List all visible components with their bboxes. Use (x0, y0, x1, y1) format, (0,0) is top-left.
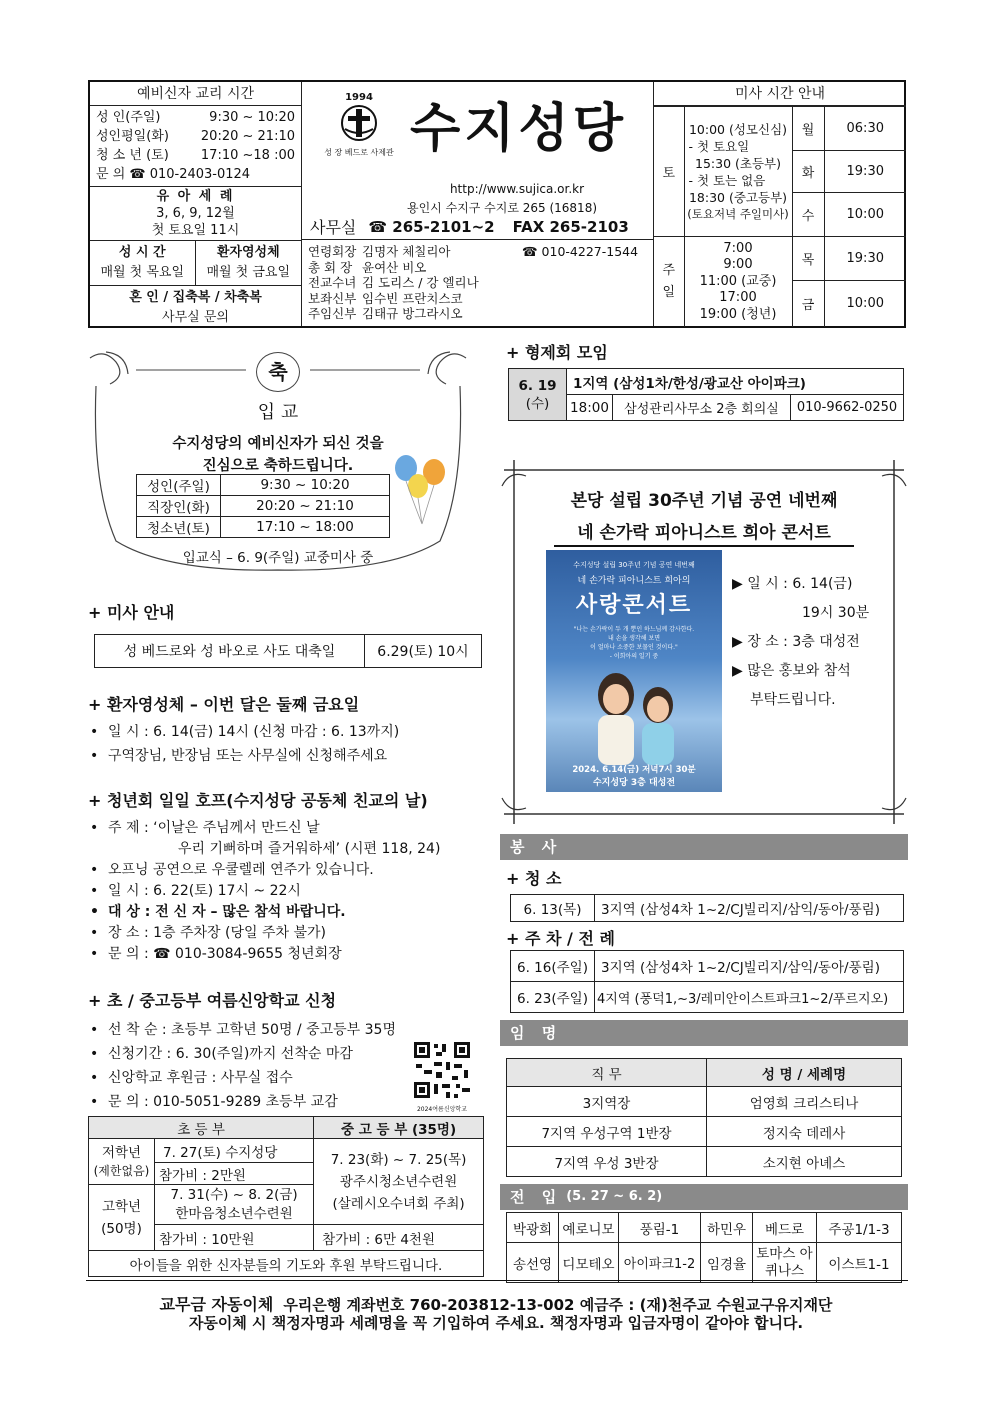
appointment-bar: 임 명 (500, 1020, 908, 1046)
list-item: • 구역장님, 반장님 또는 사무실에 신청해주세요 (86, 746, 399, 767)
catechism-title: 예비신자 교리 시간 (90, 82, 301, 106)
transfer-period: (5. 27 ~ 6. 2) (566, 1189, 663, 1204)
mass-times (654, 82, 906, 326)
upper-grade-label: 고학년 (101, 1198, 142, 1215)
feast-when: 6.29(토) 10시 (365, 635, 482, 668)
duty-header: 직 무 (507, 1059, 707, 1087)
concert-card (500, 456, 908, 828)
triangle-icon: ▶ (732, 634, 748, 650)
weekday-time: 10:00 (824, 193, 906, 237)
concert-info (732, 570, 869, 715)
transfer-name: 임경율 (701, 1243, 753, 1283)
catechism-label: 성인평일(화) (96, 129, 169, 144)
sun-time: 17:00 (719, 290, 757, 305)
sat-time: - 첫 토요일 (688, 138, 750, 154)
transfer-saint: 디모테오 (559, 1243, 619, 1283)
transfer-bar (500, 1184, 908, 1210)
catechism-label: 성 인(주일) (96, 110, 161, 125)
class-time: 9:30 ~ 10:20 (221, 475, 390, 496)
lower-grade-cell (89, 1139, 155, 1185)
transfer-saint: 예로니모 (559, 1213, 619, 1243)
upper-grade-when (155, 1185, 314, 1225)
duty-cell: 7지역 우성 3반장 (507, 1147, 707, 1177)
welcome-message-2: 진심으로 축하드립니다. (202, 458, 354, 474)
qr-code-icon (412, 1040, 472, 1100)
concert-place: 장 소 : 3층 대성전 (747, 634, 860, 650)
elementary-header: 초 등 부 (89, 1117, 314, 1139)
sick-communion-day: 매월 첫 금요일 (206, 265, 291, 280)
catechism-time: 17:10 ~18 :00 (200, 148, 295, 163)
weekday-label: 수 (792, 193, 824, 237)
weekday-label: 화 (792, 151, 824, 193)
transfer-saint: 토마스 아퀴나스 (753, 1243, 817, 1283)
sunday-label (654, 237, 684, 327)
summer-school-title: + 초 / 중고등부 여름신앙학교 신청 (88, 991, 337, 1010)
class-label: 성인(주일) (137, 475, 221, 496)
park-area: 4지역 (풍덕1,~3/레미안이스트파크1~2/푸르지오) (595, 982, 904, 1013)
website-link[interactable]: http://www.sujica.or.kr (449, 182, 585, 196)
sick-communion-list (86, 722, 399, 767)
sat-time: (토요저녁 주일미사) (687, 206, 789, 221)
feast-name: 성 베드로와 성 바오로 사도 대축일 (95, 635, 365, 668)
weekday-time: 10:00 (824, 281, 906, 327)
park-date: 6. 16(주일) (511, 951, 595, 982)
brotherhood-title: + 형제회 모임 (506, 343, 608, 362)
qr-code[interactable] (410, 1040, 474, 1113)
upper-grade-cell (89, 1185, 155, 1251)
name-cell: 엄영희 크리스티나 (707, 1087, 902, 1117)
list-item: • 문 의 : ☎ 010-3084-9655 청년회장 (86, 944, 486, 965)
clergy-role: 총 회 장 (308, 259, 353, 275)
concert-title-1: 본당 설립 30주년 기념 공연 네번째 (570, 491, 838, 511)
weekday-label: 금 (792, 281, 824, 327)
saturday-times (684, 107, 792, 237)
appointment-table (506, 1058, 902, 1177)
poster-people-icon (546, 665, 722, 765)
concert-time: 19시 30분 (802, 605, 870, 621)
mid-when-line: (살레시오수녀회 주최) (332, 1195, 465, 1212)
brotherhood-table (508, 368, 904, 421)
footer-divider (86, 1280, 908, 1281)
transfer-addr: 풍림-1 (619, 1213, 701, 1243)
celebration-badge: 축 (256, 352, 300, 392)
clergy-name: 김태규 방그라시오 (362, 306, 463, 321)
transfer-name: 송선영 (507, 1243, 559, 1283)
mass-times-title: 미사 시간 안내 (654, 82, 906, 106)
lower-grade-sub: (제한없음) (93, 1163, 150, 1178)
list-item: • 대 상 : 전 신 자 – 많은 참석 바랍니다. (86, 902, 486, 923)
balloons-icon (392, 454, 454, 526)
cleaning-table (510, 894, 904, 922)
mid-when-line: 광주시청소년수련원 (339, 1173, 458, 1190)
triangle-icon: ▶ (732, 663, 748, 679)
poster-top-line: 네 손가락 피아니스트 희아의 (577, 576, 691, 586)
summer-school-list (86, 1018, 466, 1114)
list-item: • 일 시 : 6. 22(토) 17시 ~ 22시 (86, 881, 486, 902)
office-phone: ☎ 265-2101~2 (368, 217, 495, 236)
service-bar: 봉 사 (500, 834, 908, 860)
mid-when-line: 7. 23(화) ~ 7. 25(목) (330, 1151, 467, 1168)
name-cell: 정지숙 데레사 (707, 1117, 902, 1147)
parking-table (510, 950, 904, 1013)
sun-time: 19:00 (청년) (699, 306, 777, 322)
concert-request-cont: 부탁드립니다. (750, 692, 836, 708)
concert-request: 많은 홍보와 참석 (747, 663, 851, 679)
list-item-continued: 우리 기뻐하며 즐거워하세’ (시편 118, 24) (178, 841, 441, 857)
meeting-place: 삼성관리사무소 2층 회의실 (613, 395, 791, 421)
class-label: 청소년(토) (137, 517, 221, 538)
transfer-bar-label: 전 입 (510, 1188, 563, 1206)
sun-time: 11:00 (교중) (699, 273, 777, 289)
sun-time: 7:00 (723, 240, 753, 256)
sunday-times (684, 237, 792, 327)
sat-time: - 첫 토는 없음 (688, 172, 766, 188)
mass-times-table (654, 106, 906, 327)
holy-hour-title: 성 시 간 (118, 245, 166, 260)
lower-grade-when: 7. 27(토) 수지성당 (155, 1139, 314, 1163)
name-header: 성 명 / 세례명 (707, 1059, 902, 1087)
list-item: • 신앙학교 후원금 : 사무실 접수 (86, 1066, 466, 1090)
duty-cell: 7지역 우성구역 1반장 (507, 1117, 707, 1147)
duty-cell: 3지역장 (507, 1087, 707, 1117)
weekday-time: 06:30 (824, 107, 906, 151)
cleaning-title: + 청 소 (506, 869, 562, 888)
logo-year: 1994 (345, 92, 373, 103)
poster-date: 2024. 6.14(금) 저녁7시 30분 (572, 765, 696, 775)
welcome-title: 입 교 (257, 402, 299, 423)
name-cell: 소지현 아녜스 (707, 1147, 902, 1177)
footer-account: 우리은행 계좌번호 760-203812-13-002 예금주 : (재)천주교 수원교구유지재단 (283, 1296, 833, 1314)
meeting-day: (수) (525, 395, 550, 412)
parking-title: + 주 차 / 전 례 (506, 929, 615, 948)
weekday-label: 목 (792, 237, 824, 281)
wedding-title: 혼 인 / 집축복 / 차축복 (129, 290, 262, 305)
holy-hour-day: 매월 첫 목요일 (100, 265, 185, 280)
list-item: • 일 시 : 6. 14(금) 14시 (신청 마감 : 6. 13까지) (86, 722, 399, 743)
sunday-label-text: 주일 (662, 262, 676, 300)
poster-main-title: 사랑콘서트 (575, 593, 693, 618)
clergy-list (302, 239, 654, 326)
mass-notice-table (94, 634, 482, 668)
middle-high-header: 중 고 등 부 (35명) (314, 1117, 484, 1139)
church-name: 수지성당 (410, 99, 627, 159)
poster-venue: 수지성당 3층 대성전 (592, 778, 676, 788)
footer-autopay-label: 교무금 자동이체 (159, 1295, 274, 1314)
poster-quote-line: "나는 손가락이 두 개 뿐인 하느님께 감사한다. (573, 626, 695, 633)
infant-baptism-title: 유 아 세 례 (156, 189, 235, 204)
list-item: • 장 소 : 1층 주차장 (당일 주차 불가) (86, 923, 486, 944)
meeting-phone: 010-9662-0250 (791, 395, 904, 421)
youth-hof-list (86, 818, 486, 965)
list-item: • 오프닝 공연으로 우쿨렐레 연주가 있습니다. (86, 860, 486, 881)
transfer-addr: 주공1/1-3 (817, 1213, 902, 1243)
header-left-info (90, 82, 302, 326)
lower-grade-label: 저학년 (101, 1144, 142, 1161)
poster-quote (546, 625, 722, 661)
catechism-time: 9:30 ~ 10:20 (209, 110, 295, 125)
poster-quote-line: 이 얼마나 소중한 보물인 것이다." (590, 644, 678, 651)
sat-time: 15:30 (초등부) (695, 155, 781, 171)
list-item: • 문 의 : 010-5051-9289 초등부 교감 (86, 1090, 466, 1114)
sun-time: 9:00 (723, 257, 753, 272)
clergy-name: 윤여산 비오 (362, 259, 427, 275)
summer-school-footer: 아이들을 위한 신자분들의 기도와 후원 부탁드립니다. (89, 1251, 484, 1277)
infant-baptism-day: 첫 토요일 11시 (151, 223, 240, 238)
weekday-time: 19:30 (824, 237, 906, 281)
triangle-icon: ▶ (732, 576, 748, 592)
sat-time: 10:00 (성모신심) (688, 121, 788, 137)
transfer-name: 하민우 (701, 1213, 753, 1243)
upper-grade-fee: 참가비 : 10만원 (155, 1225, 314, 1251)
clergy-name: 임수빈 프란치스코 (362, 290, 463, 306)
class-time: 17:10 ~ 18:00 (221, 517, 390, 538)
clean-area: 3지역 (삼성4차 1~2/CJ빌리지/삼익/동아/풍림) (595, 895, 904, 922)
meeting-area: 1지역 (삼성1차/한성/광교산 아이파크) (567, 369, 904, 395)
class-label: 직장인(화) (137, 496, 221, 517)
catechism-time: 20:20 ~ 21:10 (200, 129, 295, 144)
office-contact (310, 215, 629, 238)
church-logo-icon (339, 103, 379, 143)
office-label: 사무실 (310, 218, 357, 237)
catechism-label: 청 소 년 (토) (96, 148, 169, 163)
list-item: • 주 제 : ‘이날은 주님께서 만드신 날 (86, 818, 486, 839)
footer-line-2: 자동이체 시 책정자명과 세례명을 꼭 기입하여 주세요. 책정자명과 입금자명이 같아야 합니다. (188, 1314, 804, 1332)
summer-school-table (88, 1116, 484, 1277)
park-date: 6. 23(주일) (511, 982, 595, 1013)
meeting-time: 18:00 (567, 395, 613, 421)
welcome-ceremony: 입교식 – 6. 9(주일) 교중미사 중 (182, 550, 374, 566)
weekday-time: 19:30 (824, 151, 906, 193)
sick-communion-title: 환자영성체 (216, 245, 280, 260)
church-address: 용인시 수지구 수지로 265 (16818) (406, 201, 598, 215)
youth-hof-title: + 청년회 일일 호프(수지성당 공동체 친교의 날) (88, 791, 428, 810)
infant-baptism-months: 3, 6, 9, 12월 (156, 206, 235, 221)
upper-when-line: 7. 31(수) ~ 8. 2(금) (170, 1186, 298, 1203)
middle-high-fee: 참가비 : 6만 4천원 (314, 1225, 484, 1251)
wedding-info: 사무실 문의 (162, 310, 229, 325)
bulletin-header (88, 80, 906, 328)
transfer-table (506, 1212, 902, 1283)
logo-caption: 성 장 베드로 사제관 (324, 148, 394, 157)
upper-when-line: 한마음청소년수련원 (175, 1205, 293, 1222)
class-time: 20:20 ~ 21:10 (221, 496, 390, 517)
meeting-date-cell (509, 369, 567, 421)
clergy-name: 김명자 체칠리아 (362, 244, 451, 259)
header-center (302, 82, 654, 239)
transfer-name: 박광희 (507, 1213, 559, 1243)
meeting-date: 6. 19 (518, 377, 557, 394)
weekday-label: 월 (792, 107, 824, 151)
catechism-times-table (136, 474, 390, 538)
lower-grade-fee: 참가비 : 2만원 (155, 1163, 314, 1185)
concert-date: 일 시 : 6. 14(금) (747, 576, 853, 592)
sick-communion-section-title: + 환자영성체 – 이번 달은 둘째 금요일 (88, 695, 360, 714)
clergy-role: 주임신부 (308, 306, 357, 321)
welcome-message-1: 수지성당의 예비신자가 되신 것을 (172, 436, 384, 452)
transfer-saint: 베드로 (753, 1213, 817, 1243)
catechism-contact: 문 의 ☎ 010-2403-0124 (96, 167, 251, 182)
clergy-role: 연령회장 (308, 244, 357, 259)
transfer-addr: 아이파크1-2 (619, 1243, 701, 1283)
sat-time: 18:30 (중고등부) (688, 189, 788, 205)
office-fax: FAX 265-2103 (512, 217, 629, 236)
concert-title-2: 네 손가락 피아니스트 희아 콘서트 (554, 518, 854, 547)
saturday-label: 토 (654, 107, 684, 237)
poster-quote-line: 내 손을 생각해 보면 (607, 635, 661, 642)
poster-top-line: 수지성당 설립 30주년 기념 공연 네번째 (573, 561, 695, 569)
middle-high-when (314, 1139, 484, 1225)
clergy-role: 전교수녀 (308, 275, 357, 290)
clean-date: 6. 13(목) (511, 895, 595, 922)
qr-caption: 2024여름신앙학교 (416, 1106, 468, 1113)
list-item: • 선 착 순 : 초등부 고학년 50명 / 중고등부 35명 (86, 1018, 466, 1042)
poster-quote-line: - 이희아의 일기 중 (609, 653, 659, 660)
clergy-role: 보좌신부 (308, 290, 357, 306)
welcome-card (86, 346, 470, 576)
transfer-addr: 이스트1-1 (817, 1243, 902, 1283)
clergy-phone: ☎ 010-4227-1544 (522, 244, 639, 259)
upper-grade-sub: (50명) (101, 1220, 142, 1237)
concert-poster[interactable] (546, 550, 722, 792)
church-logo (320, 92, 398, 172)
mass-notice-title: + 미사 안내 (88, 603, 175, 622)
clergy-name: 김 도리스 / 강 엘리나 (362, 275, 479, 290)
list-item: • 신청기간 : 6. 30(주일)까지 선착순 마감 (86, 1042, 466, 1066)
park-area: 3지역 (삼성4차 1~2/CJ빌리지/삼익/동아/풍림) (595, 951, 904, 982)
